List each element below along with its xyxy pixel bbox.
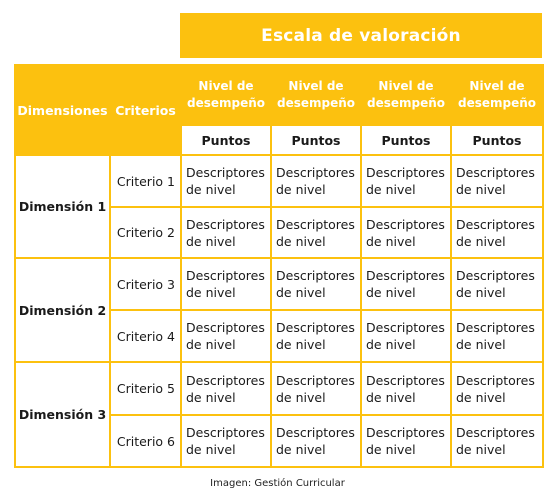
descriptor-cell: Descriptores de nivel xyxy=(451,310,543,362)
descriptor-cell: Descriptores de nivel xyxy=(271,207,361,258)
criteria-header: Criterios xyxy=(110,65,181,155)
descriptor-cell: Descriptores de nivel xyxy=(361,155,451,207)
descriptor-cell: Descriptores de nivel xyxy=(451,155,543,207)
points-header-1: Puntos xyxy=(181,125,271,155)
image-caption: Imagen: Gestión Curricular xyxy=(210,478,345,489)
descriptor-cell: Descriptores de nivel xyxy=(271,258,361,310)
descriptor-cell: Descriptores de nivel xyxy=(181,310,271,362)
descriptor-cell: Descriptores de nivel xyxy=(181,155,271,207)
descriptor-cell: Descriptores de nivel xyxy=(451,258,543,310)
descriptor-cell: Descriptores de nivel xyxy=(271,415,361,467)
table-row xyxy=(15,362,543,415)
descriptor-cell: Descriptores de nivel xyxy=(271,310,361,362)
dimension-label: Dimensión 1 xyxy=(15,155,110,258)
dimension-label: Dimensión 3 xyxy=(15,362,110,467)
scale-title: Escala de valoración xyxy=(261,25,461,46)
descriptor-cell: Descriptores de nivel xyxy=(361,415,451,467)
level-header-2: Nivel de desempeño xyxy=(271,65,361,125)
points-header-4: Puntos xyxy=(451,125,543,155)
level-header-1: Nivel de desempeño xyxy=(181,65,271,125)
points-header-2: Puntos xyxy=(271,125,361,155)
level-header-3: Nivel de desempeño xyxy=(361,65,451,125)
descriptor-cell: Descriptores de nivel xyxy=(271,155,361,207)
descriptor-cell: Descriptores de nivel xyxy=(271,362,361,415)
level-header-4: Nivel de desempeño xyxy=(451,65,543,125)
descriptor-cell: Descriptores de nivel xyxy=(451,415,543,467)
criterion-label: Criterio 6 xyxy=(110,415,181,467)
table-row xyxy=(15,258,543,310)
criterion-label: Criterio 2 xyxy=(110,207,181,258)
criterion-label: Criterio 5 xyxy=(110,362,181,415)
points-header-3: Puntos xyxy=(361,125,451,155)
descriptor-cell: Descriptores de nivel xyxy=(181,415,271,467)
descriptor-cell: Descriptores de nivel xyxy=(181,207,271,258)
scale-title-banner xyxy=(180,13,542,58)
descriptor-cell: Descriptores de nivel xyxy=(181,258,271,310)
descriptor-cell: Descriptores de nivel xyxy=(181,362,271,415)
descriptor-cell: Descriptores de nivel xyxy=(361,207,451,258)
descriptor-cell: Descriptores de nivel xyxy=(451,362,543,415)
rubric-table xyxy=(14,64,544,468)
descriptor-cell: Descriptores de nivel xyxy=(361,362,451,415)
descriptor-cell: Descriptores de nivel xyxy=(361,258,451,310)
criterion-label: Criterio 3 xyxy=(110,258,181,310)
dimensions-header: Dimensiones xyxy=(15,65,110,155)
descriptor-cell: Descriptores de nivel xyxy=(361,310,451,362)
criterion-label: Criterio 1 xyxy=(110,155,181,207)
dimension-label: Dimensión 2 xyxy=(15,258,110,362)
header-row-levels xyxy=(15,65,543,125)
criterion-label: Criterio 4 xyxy=(110,310,181,362)
descriptor-cell: Descriptores de nivel xyxy=(451,207,543,258)
table-row xyxy=(15,155,543,207)
